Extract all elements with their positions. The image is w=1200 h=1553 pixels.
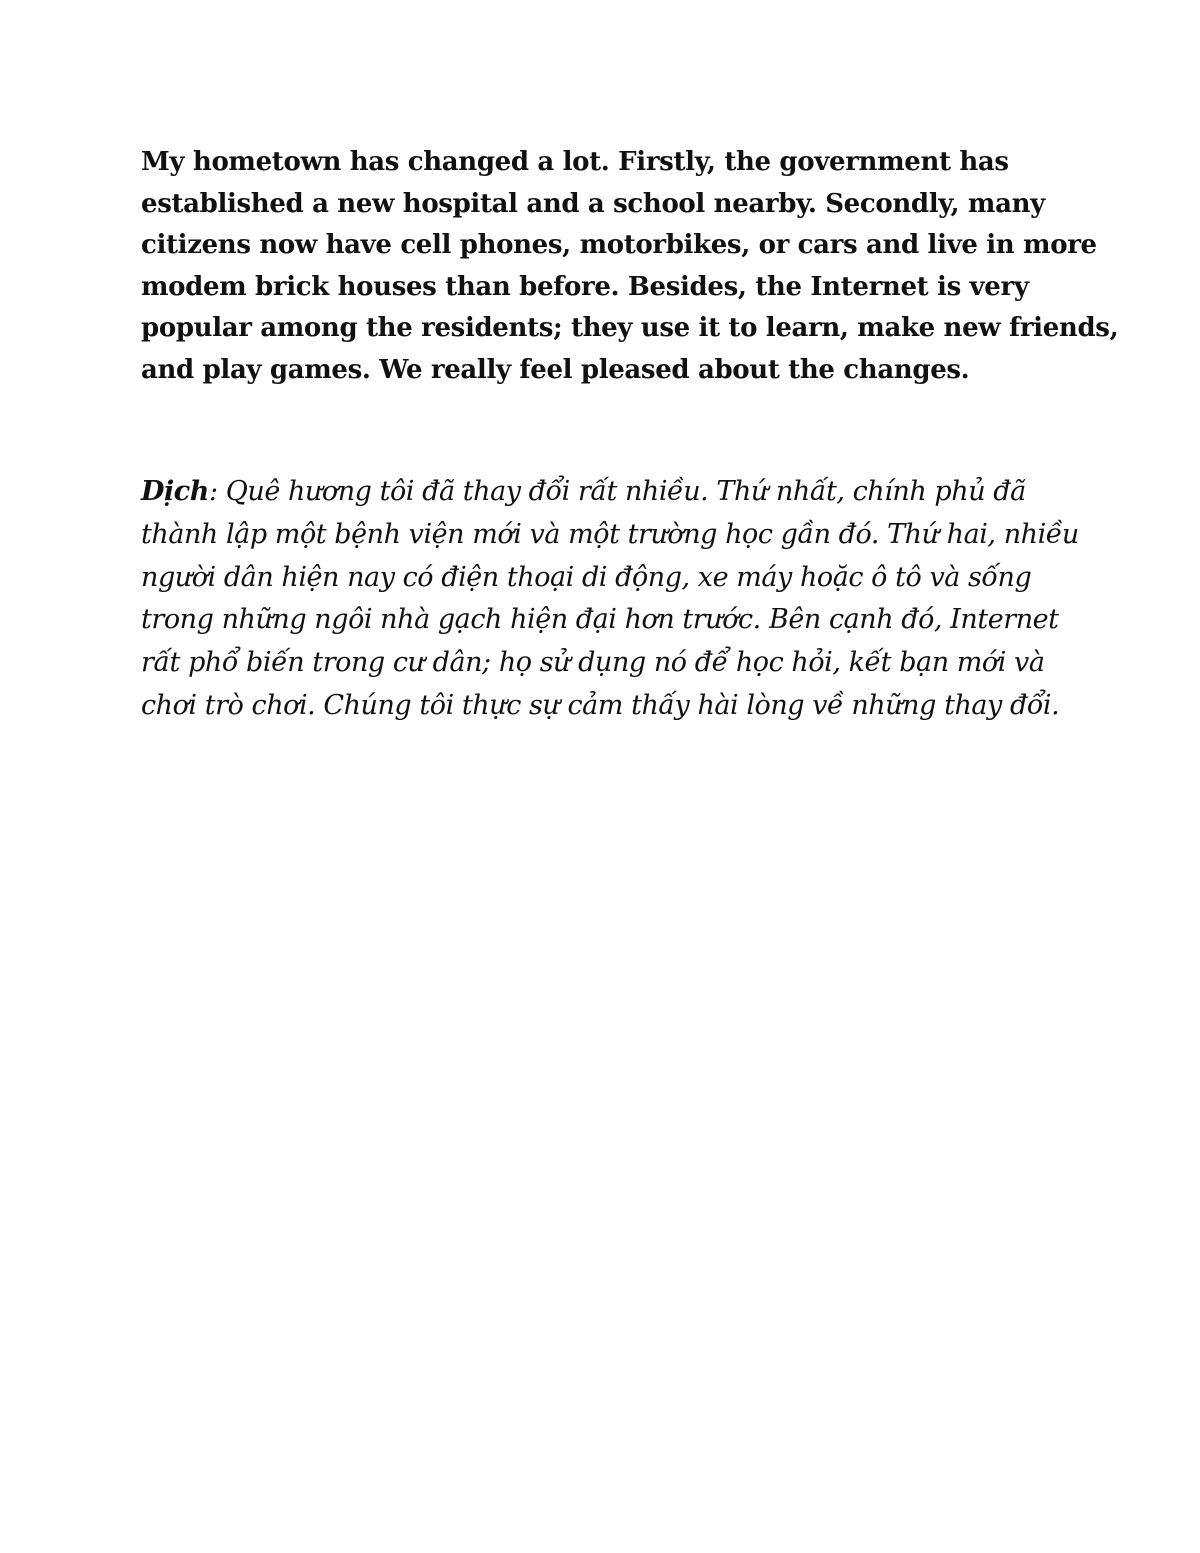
english-line: established a new hospital and a school nearby. Secondly, many <box>141 188 1045 219</box>
translation-paragraph <box>141 471 1079 728</box>
translation-line: người dân hiện nay có điện thoại di động, xe máy hoặc ô tô và sống <box>141 561 1032 593</box>
english-line: citizens now have cell phones, motorbikes, or cars and live in more <box>141 230 1097 260</box>
english-paragraph <box>141 142 1118 391</box>
english-line: My hometown has changed a lot. Firstly, the government has <box>141 147 1009 177</box>
translation-line: trong những ngôi nhà gạch hiện đại hơn trước. Bên cạnh đó, Internet <box>141 604 1059 636</box>
english-line: popular among the residents; they use it to learn, make new friends, <box>141 313 1119 343</box>
english-line: and play games. We really feel pleased about the changes. <box>141 354 970 385</box>
translation-line: thành lập một bệnh viện mới và một trường học gần đó. Thứ hai, nhiều <box>141 518 1079 550</box>
translation-first-text: : Quê hương tôi đã thay đổi rất nhiều. Thứ nhất, chính phủ đã <box>208 476 1026 507</box>
translation-line: rất phổ biến trong cư dân; họ sử dụng nó để học hỏi, kết bạn mới và <box>141 647 1045 679</box>
translation-line: chơi trò chơi. Chúng tôi thực sự cảm thấy hài lòng về những thay đổi. <box>141 689 1060 721</box>
translation-label: Dịch <box>141 476 209 507</box>
english-line: modem brick houses than before. Besides, the Internet is very <box>141 271 1029 302</box>
translation-line-first <box>141 471 1079 514</box>
